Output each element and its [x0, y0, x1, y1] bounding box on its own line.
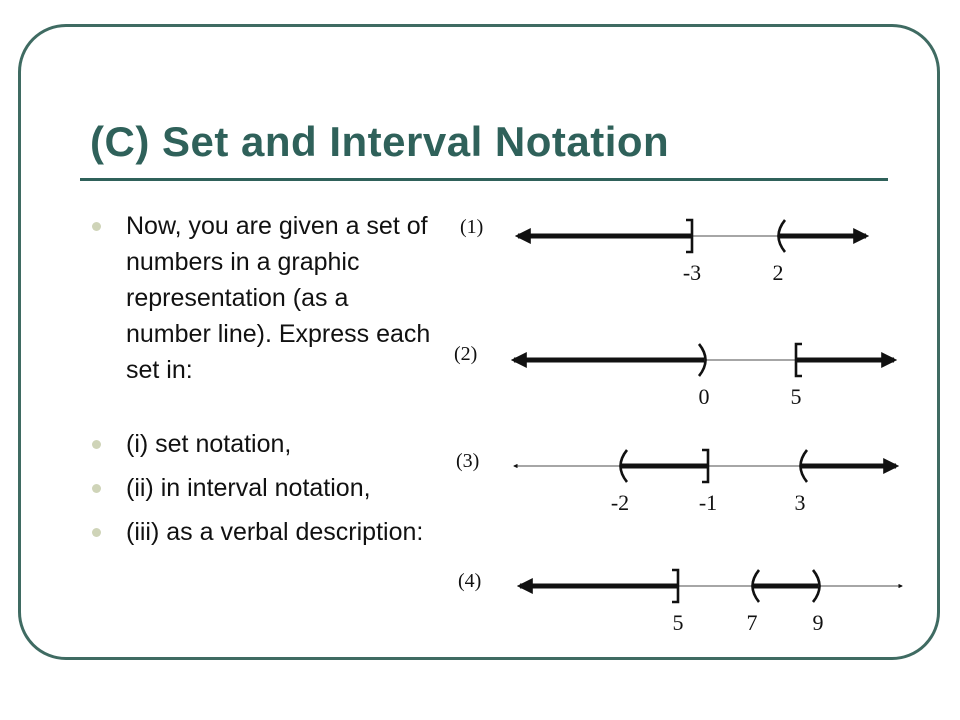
tick-label: 9	[812, 610, 824, 635]
bullet-text: (ii) in interval notation,	[126, 474, 371, 502]
bullet-set-notation	[90, 426, 440, 462]
tick-label: 2	[772, 260, 784, 285]
bullet-intro	[90, 208, 440, 388]
tick-label: 3	[794, 490, 806, 515]
bullet-text: (iii) as a verbal description:	[126, 518, 424, 546]
number-line-1	[460, 216, 866, 285]
tick-label: 7	[746, 610, 758, 635]
bullet-dot-icon	[92, 222, 101, 231]
number-line-4	[458, 570, 902, 635]
tick-label: 5	[790, 384, 802, 409]
number-line-2	[454, 343, 894, 409]
bullet-dot-icon	[92, 484, 101, 493]
bullet-text: (i) set notation,	[126, 430, 292, 458]
tick-label: 5	[672, 610, 684, 635]
title-underline	[80, 178, 888, 181]
slide-title: (C) Set and Interval Notation	[90, 118, 670, 165]
number-line-figures	[440, 195, 940, 650]
bullet-verbal-description	[90, 514, 440, 550]
number-line-3	[456, 450, 896, 515]
tick-label: -2	[610, 490, 630, 515]
bullet-interval-notation	[90, 470, 440, 506]
bullet-dot-icon	[92, 528, 101, 537]
problem-label-3: (3)	[456, 450, 480, 472]
problem-label-2: (2)	[454, 343, 478, 365]
problem-label-1: (1)	[460, 216, 484, 238]
problem-label-4: (4)	[458, 570, 482, 592]
tick-label: 0	[698, 384, 710, 409]
bullet-dot-icon	[92, 440, 101, 449]
tick-label: -3	[682, 260, 702, 285]
tick-label: -1	[698, 490, 718, 515]
bullet-list	[90, 208, 440, 550]
bullet-text: Now, you are given a set of numbers in a graphic representation (as a number line). Express each set in:	[126, 212, 431, 384]
